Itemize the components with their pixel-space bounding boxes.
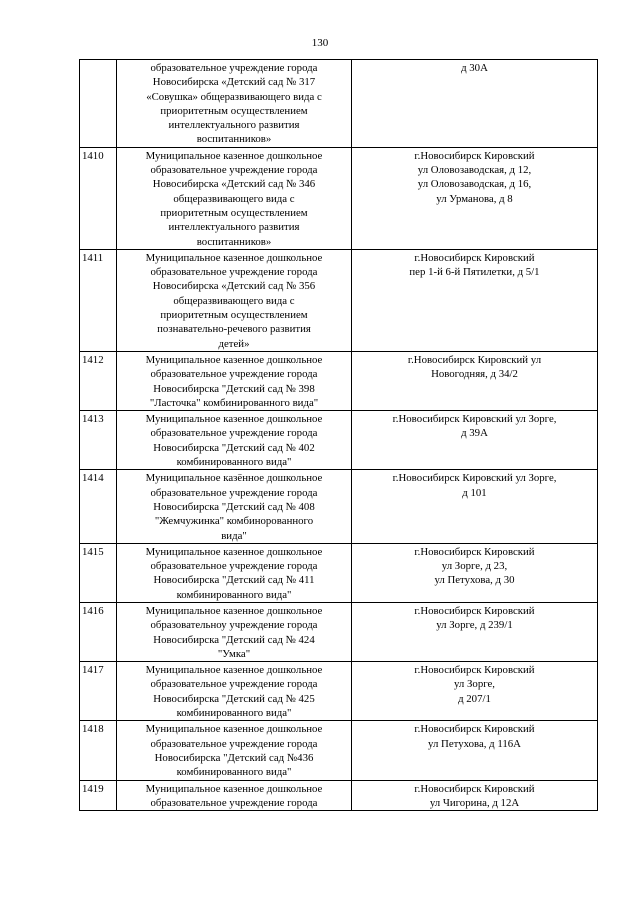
institution-name-line: интеллектуального развития xyxy=(168,119,300,132)
institution-name-line: Новосибирска «Детский сад № 346 xyxy=(152,178,316,191)
institution-name-line: Муниципальное казенное дошкольное xyxy=(145,353,323,366)
institution-name-line: Муниципальное казенное дошкольное xyxy=(145,251,323,264)
institution-name-cell xyxy=(117,411,352,470)
institution-name-line: приоритетным осуществлением xyxy=(160,206,308,219)
table-row xyxy=(80,602,598,661)
institution-name-line: детей» xyxy=(218,337,250,350)
institution-name-line: познавательно-речевого развития xyxy=(157,323,311,336)
institution-name-cell xyxy=(117,543,352,602)
table-row xyxy=(80,249,598,351)
address-cell xyxy=(352,60,598,148)
institution-name-line: интеллектуального развития xyxy=(168,221,300,234)
institution-name-line: Муниципальное казенное дошкольное xyxy=(145,604,323,617)
row-number: 1419 xyxy=(80,780,117,811)
table-row xyxy=(80,351,598,410)
institution-name-line: образовательное учреждение города xyxy=(150,796,318,809)
registry-table-body xyxy=(80,60,598,811)
row-number: 1418 xyxy=(80,721,117,780)
table-row xyxy=(80,411,598,470)
row-number: 1414 xyxy=(80,470,117,543)
address-line: г.Новосибирск Кировский ул Зорге, xyxy=(392,413,557,426)
institution-name-line: Новосибирска "Детский сад № 411 xyxy=(153,574,315,587)
address-line: г.Новосибирск Кировский xyxy=(414,604,535,617)
institution-name-line: образовательное учреждение города xyxy=(150,62,318,74)
institution-name-line: приоритетным осуществлением xyxy=(160,104,308,117)
table-row xyxy=(80,60,598,148)
address-line: г.Новосибирск Кировский xyxy=(414,251,535,264)
address-line: ул Петухова, д 30 xyxy=(434,574,515,587)
institution-name-line: Муниципальное казенное дошкольное xyxy=(145,545,323,558)
institution-name-line: "Жемчужинка" комбиноровaнного xyxy=(154,515,314,528)
institution-name-cell xyxy=(117,780,352,811)
institution-name-line: вида" xyxy=(221,529,247,542)
institution-name-line: Муниципальное казенное дошкольное xyxy=(145,664,323,677)
table-row xyxy=(80,543,598,602)
institution-name-line: образовательноу учреждение города xyxy=(150,619,318,632)
institution-name-line: комбинированного вида" xyxy=(176,456,292,469)
row-number: 1415 xyxy=(80,543,117,602)
institution-name-line: Новосибирска «Детский сад № 356 xyxy=(152,280,316,293)
institution-name-line: Новосибирска "Детский сад № 425 xyxy=(153,692,315,705)
row-number: 1413 xyxy=(80,411,117,470)
institution-name-line: образовательное учреждение города xyxy=(150,678,318,691)
institution-name-cell xyxy=(117,249,352,351)
institution-name-line: образовательное учреждение города xyxy=(150,164,318,177)
address-line: пер 1-й 6-й Пятилетки, д 5/1 xyxy=(409,266,540,279)
address-cell xyxy=(352,543,598,602)
address-cell xyxy=(352,351,598,410)
institution-name-line: Новосибирска "Детский сад № 424 xyxy=(153,633,315,646)
institution-name-line: "Умка" xyxy=(217,647,251,660)
address-cell xyxy=(352,147,598,249)
table-row xyxy=(80,780,598,811)
institution-name-line: образовательное учреждение города xyxy=(150,427,318,440)
address-line: д 101 xyxy=(462,486,487,499)
address-line: ул Оловозаводская, д 12, xyxy=(417,164,532,177)
institution-name-line: образовательное учреждение города xyxy=(150,737,318,750)
address-cell xyxy=(352,721,598,780)
institution-name-line: Новосибирска "Детский сад № 402 xyxy=(153,441,315,454)
address-line: г.Новосибирск Кировский ул xyxy=(407,353,542,366)
row-number: 1410 xyxy=(80,147,117,249)
registry-table xyxy=(79,59,598,811)
address-line: г.Новосибирск Кировский xyxy=(414,723,535,736)
address-line: ул Зорге, д 239/1 xyxy=(436,619,513,632)
institution-name-line: общеразвивающего вида с xyxy=(173,294,295,307)
institution-name-cell xyxy=(117,147,352,249)
institution-name-line: «Совушка» общеразвивающего вида с xyxy=(146,90,322,103)
table-row xyxy=(80,470,598,543)
institution-name-line: комбинированного вида" xyxy=(176,707,292,720)
institution-name-cell xyxy=(117,60,352,148)
address-cell xyxy=(352,249,598,351)
address-cell xyxy=(352,411,598,470)
address-line: г.Новосибирск Кировский xyxy=(414,664,535,677)
institution-name-line: Новосибирска "Детский сад № 408 xyxy=(153,500,315,513)
institution-name-cell xyxy=(117,602,352,661)
institution-name-line: Муниципальное казенное дошкольное xyxy=(145,782,323,795)
institution-name-line: общеразвивающего вида с xyxy=(173,192,295,205)
institution-name-line: Муниципальное казенное дошкольное xyxy=(145,413,323,426)
institution-name-cell xyxy=(117,721,352,780)
institution-name-line: образовательное учреждение города xyxy=(150,266,318,279)
institution-name-line: воспитанников» xyxy=(196,235,272,248)
institution-name-line: образовательное учреждение города xyxy=(150,560,318,573)
institution-name-line: комбинированного вида" xyxy=(176,588,292,601)
address-line: ул Петухова, д 116А xyxy=(428,737,521,750)
row-number: 1417 xyxy=(80,662,117,721)
address-cell xyxy=(352,662,598,721)
institution-name-cell xyxy=(117,662,352,721)
institution-name-line: Новосибирска "Детский сад № 398 xyxy=(153,382,315,395)
address-line: ул Зорге, д 23, xyxy=(441,560,508,573)
institution-name-line: образовательное учреждение города xyxy=(150,368,318,381)
address-line: д 207/1 xyxy=(458,692,491,705)
address-line: г.Новосибирск Кировский ул Зорге, xyxy=(392,472,557,485)
institution-name-cell xyxy=(117,470,352,543)
row-number xyxy=(80,60,117,148)
institution-name-line: приоритетным осуществлением xyxy=(160,309,308,322)
address-line: д 39А xyxy=(461,427,488,440)
row-number: 1416 xyxy=(80,602,117,661)
institution-name-line: Новосибирска «Детский сад № 317 xyxy=(152,76,316,89)
institution-name-line: комбинированного вида" xyxy=(176,766,292,779)
institution-name-line: Муниципальное казенное дошкольное xyxy=(145,723,323,736)
address-line: ул Чигорина, д 12А xyxy=(429,796,520,809)
institution-name-line: Новосибирска "Детский сад №436 xyxy=(154,751,314,764)
address-cell xyxy=(352,780,598,811)
row-number: 1411 xyxy=(80,249,117,351)
address-line: ул Урманова, д 8 xyxy=(436,192,513,205)
address-line: г.Новосибирск Кировский xyxy=(414,149,535,162)
page-number: 130 xyxy=(311,37,329,49)
address-line: г.Новосибирск Кировский xyxy=(414,545,535,558)
institution-name-line: воспитанников» xyxy=(196,133,272,146)
address-line: ул Оловозаводская, д 16, xyxy=(417,178,532,191)
address-line: д 30А xyxy=(461,62,488,74)
address-line: Новогодняя, д 34/2 xyxy=(431,368,518,381)
table-row xyxy=(80,662,598,721)
institution-name-line: "Ласточка" комбинированного вида" xyxy=(149,396,319,409)
institution-name-line: Муниципальное казенное дошкольное xyxy=(145,149,323,162)
table-row xyxy=(80,147,598,249)
address-line: ул Зорге, xyxy=(454,678,495,691)
institution-name-cell xyxy=(117,351,352,410)
table-row xyxy=(80,721,598,780)
address-cell xyxy=(352,602,598,661)
institution-name-line: образовательное учреждение города xyxy=(150,486,318,499)
address-line: г.Новосибирск Кировский xyxy=(414,782,535,795)
institution-name-line: Муниципальное казённое дошкольное xyxy=(145,472,323,485)
address-cell xyxy=(352,470,598,543)
row-number: 1412 xyxy=(80,351,117,410)
